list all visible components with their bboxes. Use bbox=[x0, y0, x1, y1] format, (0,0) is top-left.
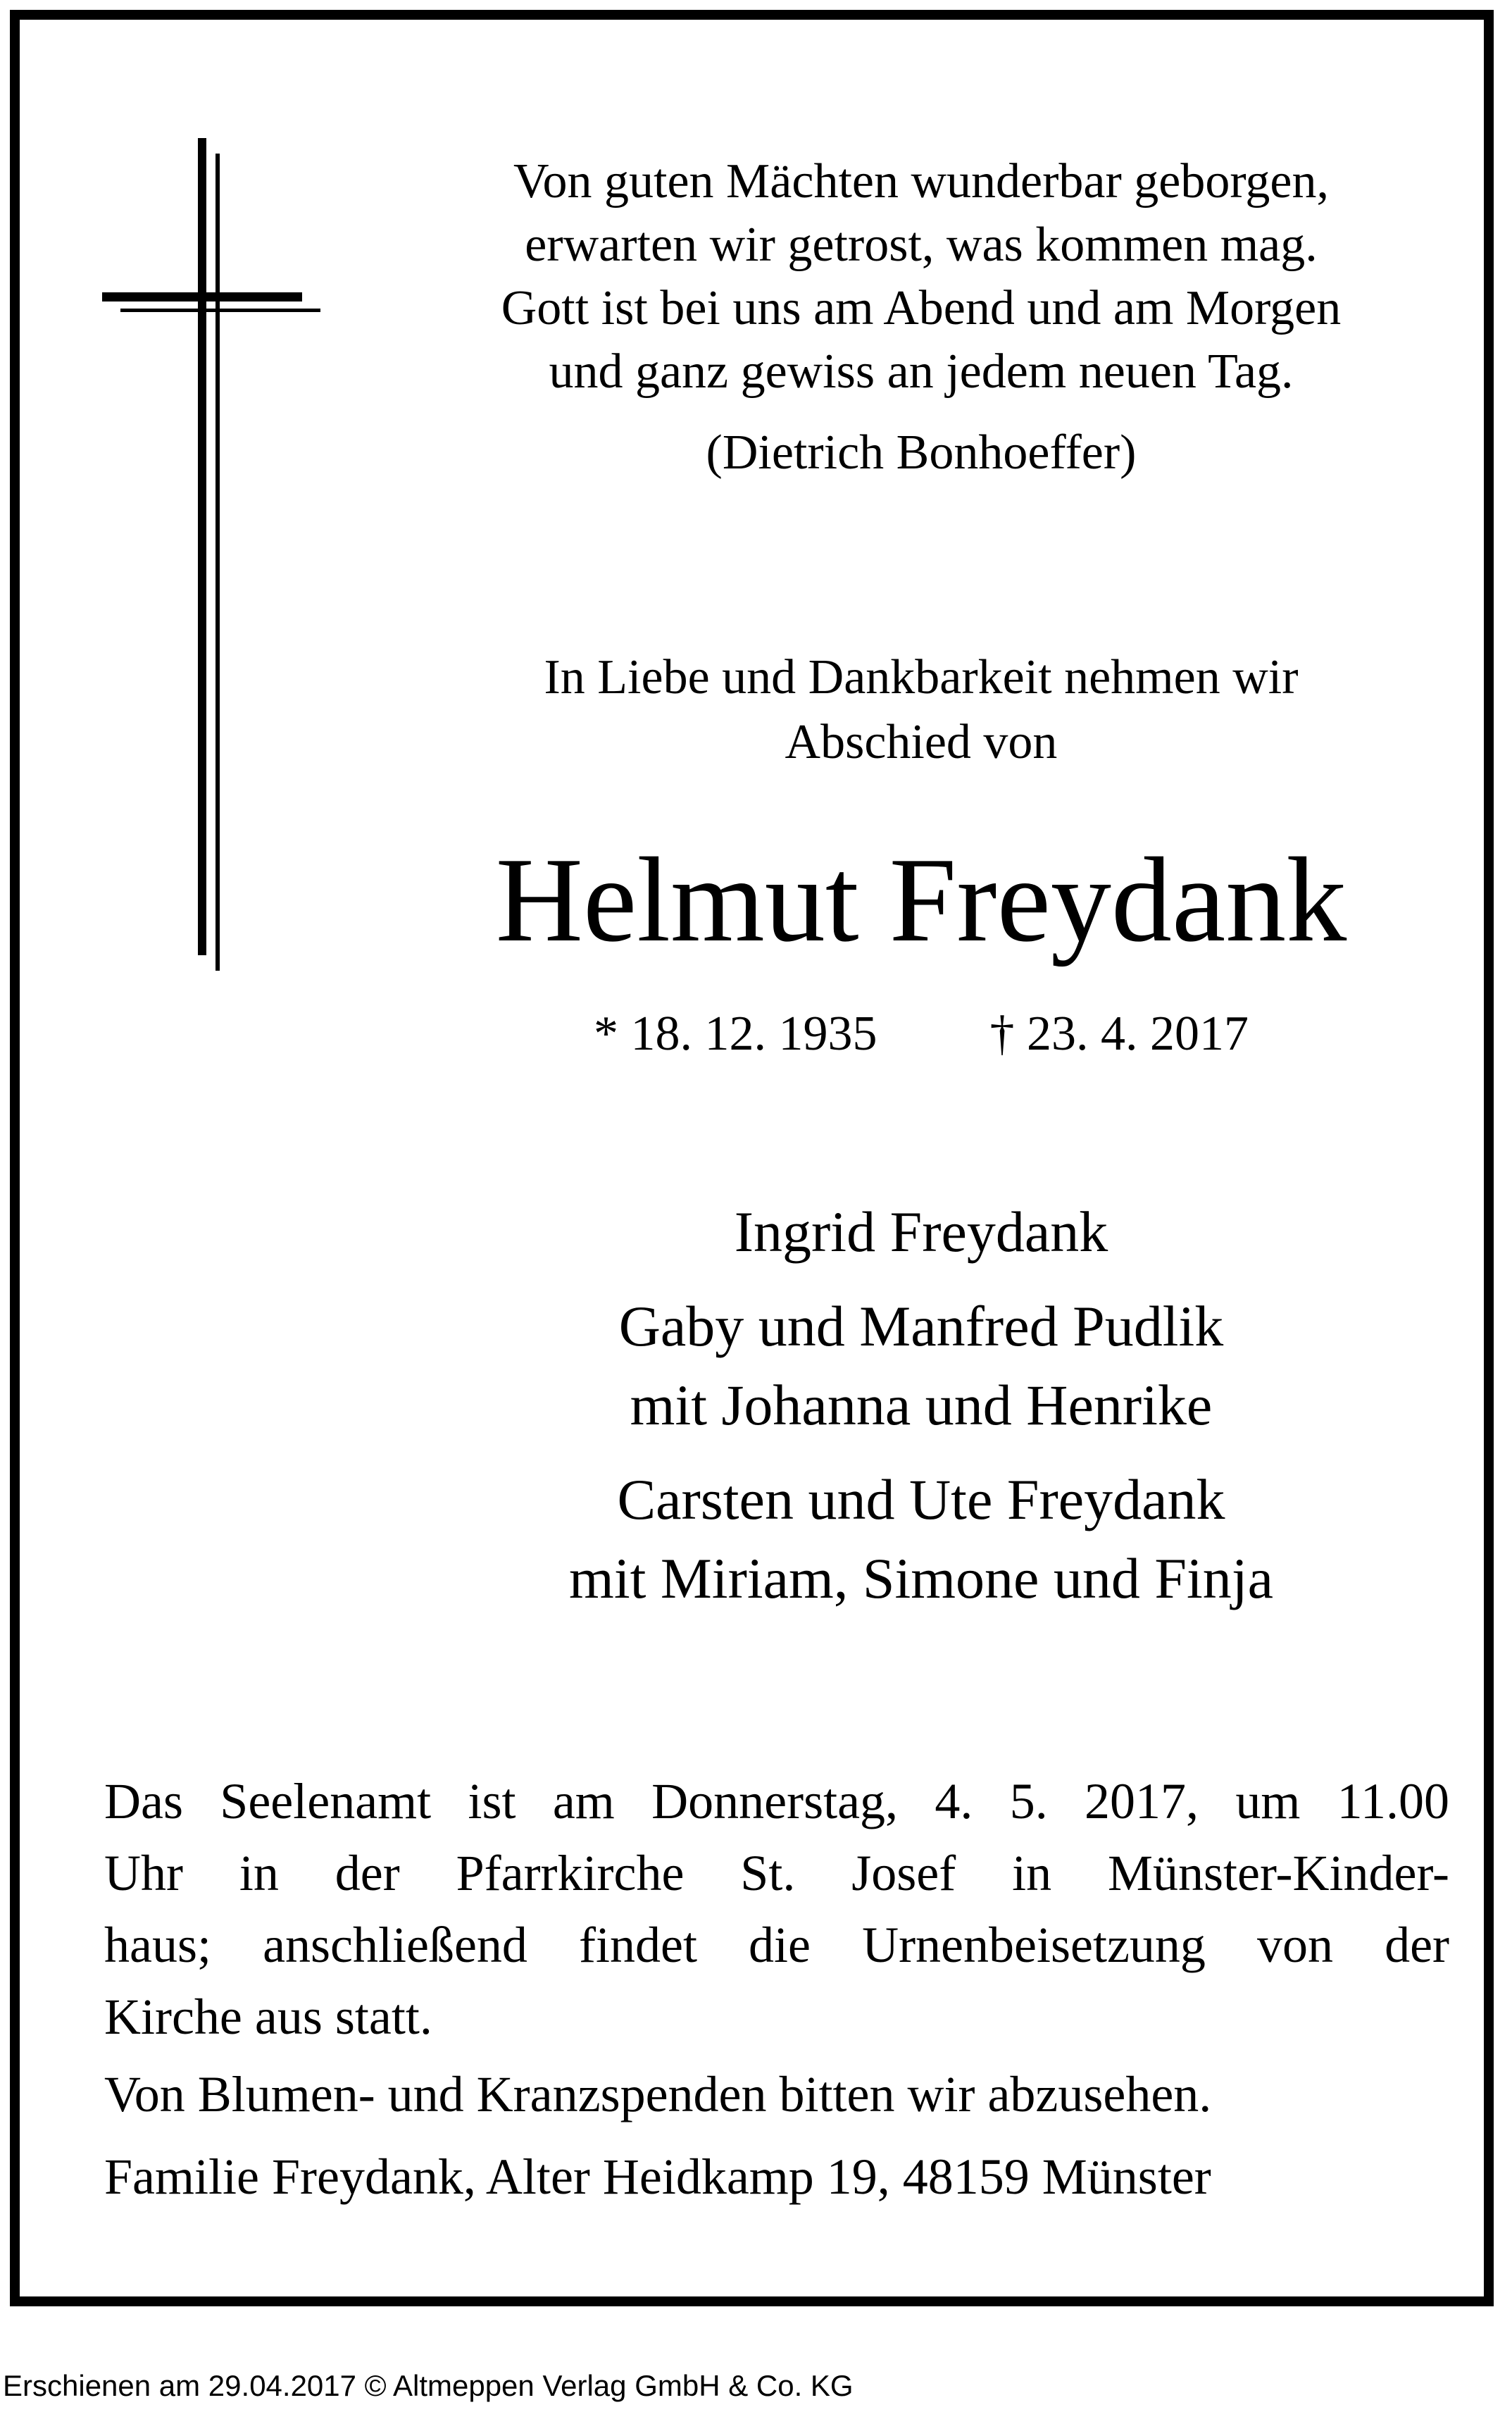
life-dates bbox=[386, 1002, 1456, 1066]
cross-vertical-bar-thin bbox=[215, 154, 220, 971]
mourner-line: Carsten und Ute Freydank bbox=[617, 1467, 1225, 1531]
death-date: † 23. 4. 2017 bbox=[989, 1007, 1249, 1061]
intro-line: Abschied von bbox=[785, 715, 1058, 769]
cross-vertical-bar bbox=[198, 138, 206, 955]
service-line: Uhr in der Pfarrkirche St. Josef in Münster-Kinder- bbox=[104, 1845, 1449, 1901]
poem-author: (Dietrich Bonhoeffer) bbox=[706, 425, 1137, 480]
cross-horizontal-bar bbox=[102, 292, 302, 302]
service-line: Das Seelenamt ist am Donnerstag, 4. 5. 2017, um 11.00 bbox=[104, 1773, 1449, 1829]
publication-footer: Erschienen am 29.04.2017 © Altmeppen Verlag GmbH & Co. KG bbox=[3, 2369, 854, 2402]
poem-line: und ganz gewiss an jedem neuen Tag. bbox=[549, 344, 1294, 399]
mourner-line: mit Miriam, Simone und Finja bbox=[569, 1546, 1273, 1610]
mourner-line: Ingrid Freydank bbox=[734, 1200, 1108, 1264]
farewell-intro bbox=[386, 645, 1456, 775]
mourner-line: Gaby und Manfred Pudlik bbox=[618, 1294, 1224, 1358]
poem bbox=[386, 150, 1456, 404]
mourners-list bbox=[386, 1193, 1456, 1618]
service-line: haus; anschließend findet die Urnenbeisetzung von der bbox=[104, 1917, 1449, 1973]
family-address: Familie Freydank, Alter Heidkamp 19, 48159 Münster bbox=[104, 2149, 1211, 2205]
deceased-name: Helmut Freydank bbox=[495, 833, 1347, 967]
cross-horizontal-bar-thin bbox=[120, 309, 320, 312]
poem-line: erwarten wir getrost, was kommen mag. bbox=[525, 218, 1318, 272]
birth-date: * 18. 12. 1935 bbox=[594, 1007, 877, 1061]
service-notice bbox=[104, 1765, 1449, 2053]
poem-line: Gott ist bei uns am Abend und am Morgen bbox=[501, 281, 1342, 335]
mourner-line: mit Johanna und Henrike bbox=[630, 1373, 1213, 1437]
obituary-frame bbox=[10, 10, 1494, 2306]
service-line: Kirche aus statt. bbox=[104, 1989, 432, 2045]
flowers-notice: Von Blumen- und Kranzspenden bitten wir abzusehen. bbox=[104, 2066, 1212, 2122]
poem-line: Von guten Mächten wunderbar geborgen, bbox=[513, 154, 1329, 209]
intro-line: In Liebe und Dankbarkeit nehmen wir bbox=[544, 650, 1299, 704]
